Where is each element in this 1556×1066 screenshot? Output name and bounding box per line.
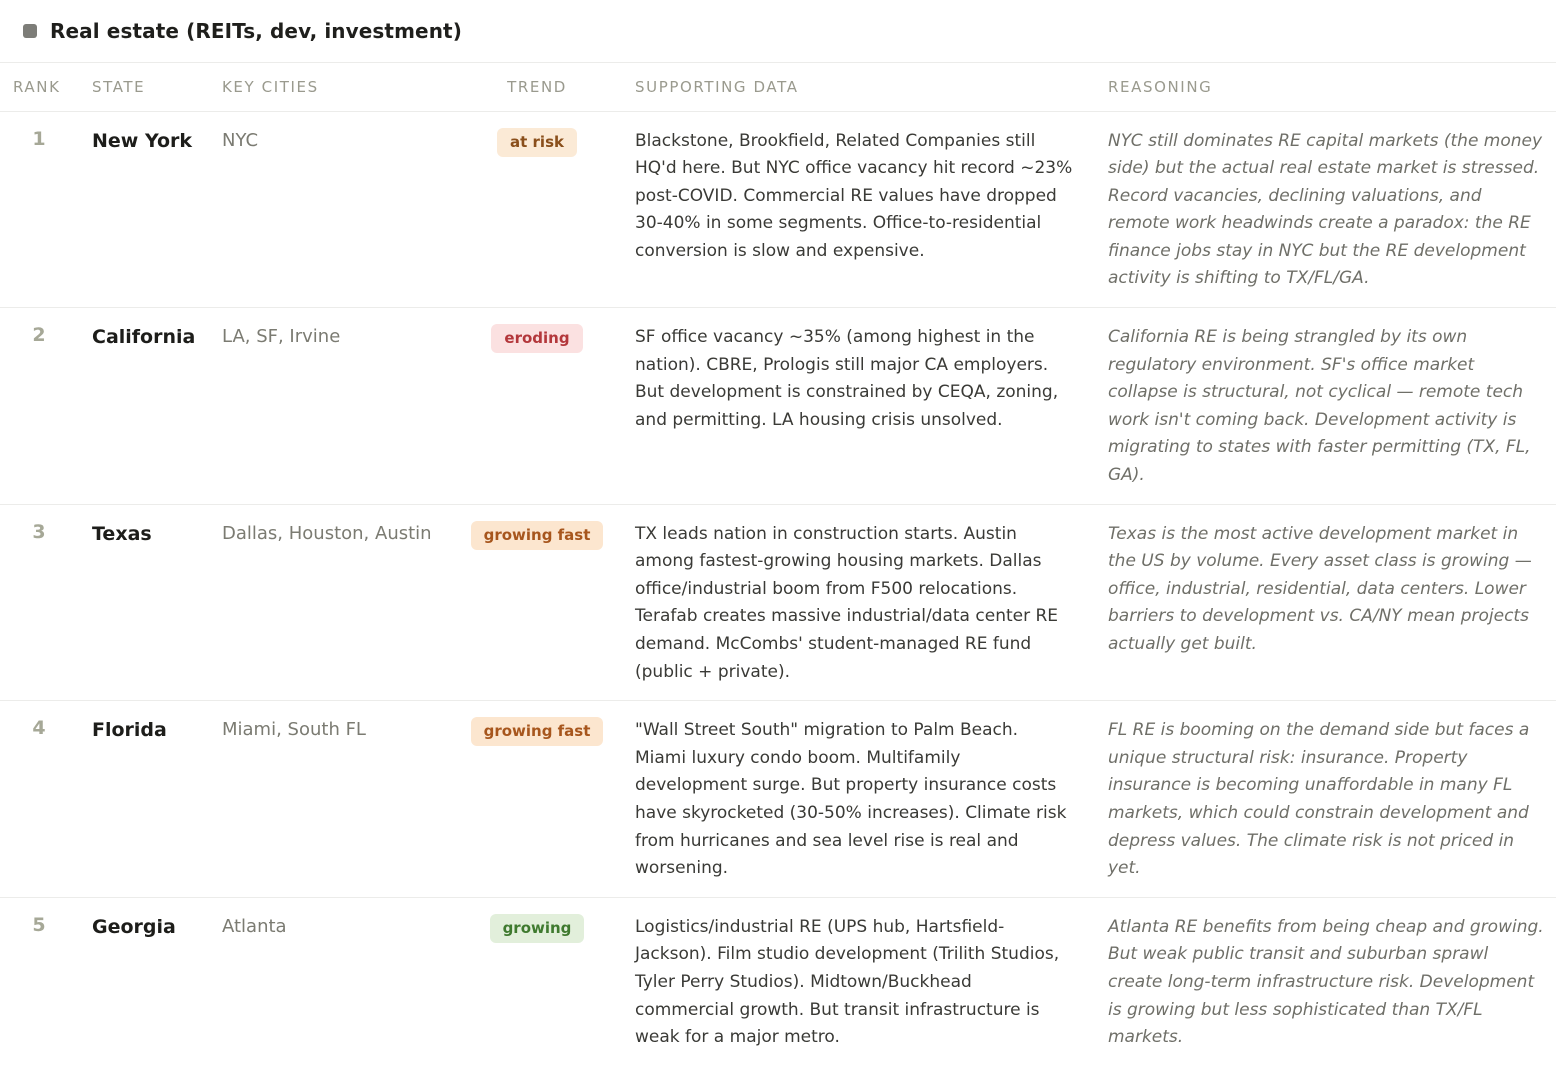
trend-badge: eroding <box>491 324 582 353</box>
reasoning-cell: California RE is being strangled by its own regulatory environment. SF's office market collapse is structural, not cyclical — remote tech work isn't coming back. Development activity is migrating to states with faster permitting (TX, FL, GA). <box>1083 308 1556 505</box>
trend-badge: at risk <box>497 128 577 157</box>
trend-badge: growing fast <box>471 521 604 550</box>
column-header-reasoning[interactable]: REASONING <box>1083 63 1556 111</box>
section-header[interactable] <box>0 0 1556 63</box>
column-header-rank[interactable]: RANK <box>0 63 78 111</box>
trend-cell <box>461 897 613 1065</box>
key-cities-cell: LA, SF, Irvine <box>208 308 461 505</box>
table-row[interactable] <box>0 111 1556 308</box>
table-row[interactable] <box>0 308 1556 505</box>
key-cities-cell: Atlanta <box>222 915 287 937</box>
table-row[interactable] <box>0 897 1556 1065</box>
state-cell: Georgia <box>92 915 176 938</box>
key-cities-cell: Dallas, Houston, Austin <box>208 504 461 701</box>
supporting-data-cell: Logistics/industrial RE (UPS hub, Hartsfield-Jackson). Film studio development (Trilith Studios, Tyler Perry Studios). Midtown/Buckhead commercial growth. But transit infrastructure is weak for a major metro. <box>635 916 1060 1048</box>
trend-badge: growing fast <box>471 717 604 746</box>
section-color-square-icon <box>23 24 37 38</box>
trend-cell <box>461 308 613 505</box>
rank-cell: 1 <box>0 111 78 308</box>
ranking-table <box>0 63 1556 1066</box>
rank-cell: 5 <box>32 913 46 936</box>
state-cell: New York <box>78 111 208 308</box>
supporting-data-cell: Blackstone, Brookfield, Related Companies still HQ'd here. But NYC office vacancy hit record ~23% post-COVID. Commercial RE values have dropped 30-40% in some segments. Office-to-residential conversion is slow and expensive. <box>613 111 1083 308</box>
rank-cell: 3 <box>0 504 78 701</box>
key-cities-cell: NYC <box>208 111 461 308</box>
reasoning-cell: Texas is the most active development market in the US by volume. Every asset class is growing — office, industrial, residential, data centers. Lower barriers to development vs. CA/NY mean projects actually get built. <box>1083 504 1556 701</box>
table-row[interactable] <box>0 701 1556 898</box>
reasoning-cell: FL RE is booming on the demand side but faces a unique structural risk: insurance. Property insurance is becoming unaffordable in many FL markets, which could constrain development and depress values. The climate risk is not priced in yet. <box>1083 701 1556 898</box>
table-header-row <box>0 63 1556 111</box>
column-header-key-cities[interactable]: KEY CITIES <box>208 63 461 111</box>
supporting-data-cell: SF office vacancy ~35% (among highest in the nation). CBRE, Prologis still major CA employers. But development is constrained by CEQA, zoning, and permitting. LA housing crisis unsolved. <box>613 308 1083 505</box>
trend-cell <box>461 111 613 308</box>
trend-cell <box>461 701 613 898</box>
reasoning-cell: NYC still dominates RE capital markets (the money side) but the actual real estate market is stressed. Record vacancies, declining valuations, and remote work headwinds create a paradox: the RE finance jobs stay in NYC but the RE development activity is shifting to TX/FL/GA. <box>1083 111 1556 308</box>
reasoning-cell: Atlanta RE benefits from being cheap and growing. But weak public transit and suburban sprawl create long-term infrastructure risk. Development is growing but less sophisticated than TX/FL markets. <box>1108 916 1544 1048</box>
rank-cell: 2 <box>0 308 78 505</box>
column-header-state[interactable]: STATE <box>78 63 208 111</box>
supporting-data-cell: "Wall Street South" migration to Palm Beach. Miami luxury condo boom. Multifamily development surge. But property insurance costs have skyrocketed (30-50% increases). Climate risk from hurricanes and sea level rise is real and worsening. <box>613 701 1083 898</box>
trend-cell <box>461 504 613 701</box>
rank-cell: 4 <box>0 701 78 898</box>
state-cell: California <box>78 308 208 505</box>
column-header-trend[interactable]: TREND <box>461 63 613 111</box>
section-title: Real estate (REITs, dev, investment) <box>50 19 462 43</box>
supporting-data-cell: TX leads nation in construction starts. Austin among fastest-growing housing markets. Dallas office/industrial boom from F500 relocations. Terafab creates massive industrial/data center RE demand. McCombs' student-managed RE fund (public + private). <box>613 504 1083 701</box>
state-cell: Texas <box>78 504 208 701</box>
trend-badge: growing <box>490 914 585 943</box>
table-row[interactable] <box>0 504 1556 701</box>
column-header-supporting-data[interactable]: SUPPORTING DATA <box>613 63 1083 111</box>
key-cities-cell: Miami, South FL <box>208 701 461 898</box>
state-cell: Florida <box>78 701 208 898</box>
